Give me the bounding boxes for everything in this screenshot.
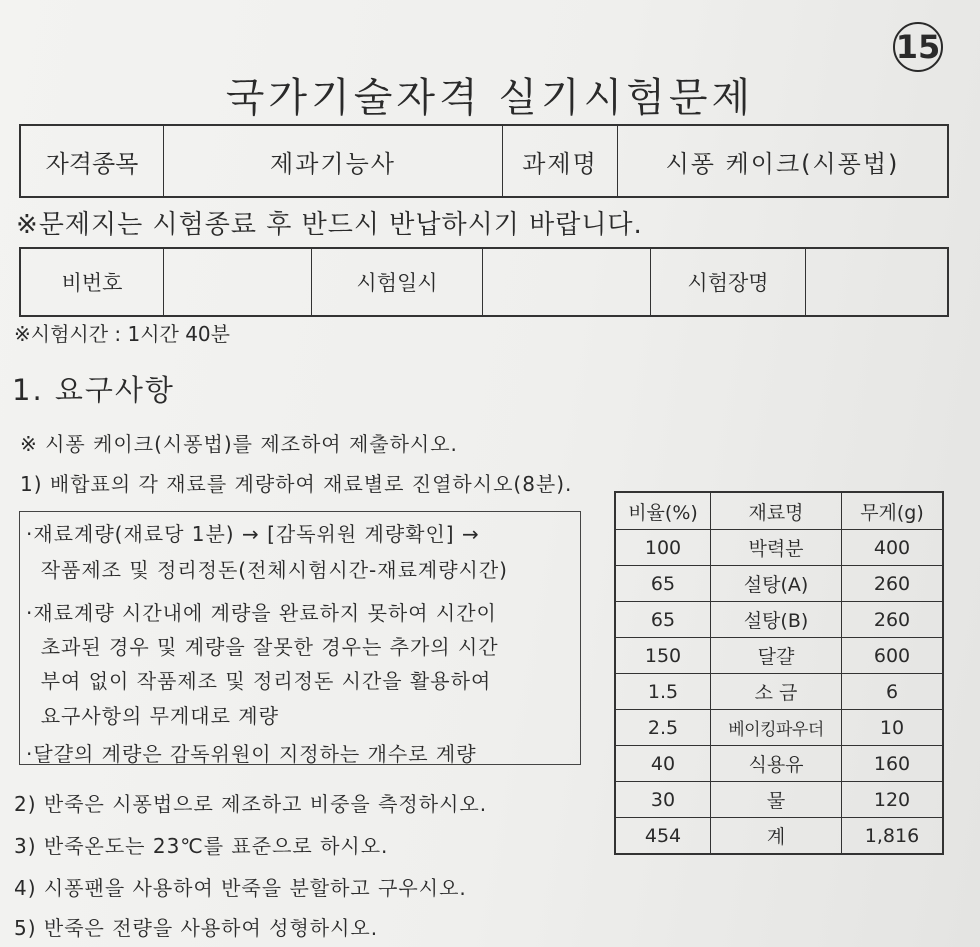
ratio-cell: 150	[615, 638, 711, 674]
recipe-row	[615, 674, 943, 710]
exam-info-table	[19, 247, 949, 317]
ingredient-cell: 박력분	[711, 530, 842, 566]
header-weight: 무게(g)	[842, 492, 944, 530]
ingredient-cell: 물	[711, 782, 842, 818]
recipe-row	[615, 782, 943, 818]
ratio-total-cell: 454	[615, 818, 711, 855]
document-title: 국가기술자격 실기시험문제	[225, 75, 755, 121]
ratio-cell: 65	[615, 566, 711, 602]
header-ratio: 비율(%)	[615, 492, 711, 530]
weight-cell: 600	[842, 638, 944, 674]
requirement-4: 4) 시퐁팬을 사용하여 반죽을 분할하고 구우시오.	[14, 876, 467, 900]
requirement-intro: ※ 시퐁 케이크(시퐁법)를 제조하여 제출하시오.	[20, 432, 458, 456]
box-line: 작품제조 및 정리정돈(전체시험시간-재료계량시간)	[26, 558, 508, 582]
return-notice: ※문제지는 시험종료 후 반드시 반납하시기 바랍니다.	[16, 210, 643, 240]
ingredient-cell: 식용유	[711, 746, 842, 782]
header-ingredient: 재료명	[711, 492, 842, 530]
ratio-cell: 30	[615, 782, 711, 818]
box-line: ·달걀의 계량은 감독위원이 지정하는 개수로 계량	[26, 742, 477, 766]
recipe-row	[615, 638, 943, 674]
exam-time: ※시험시간 : 1시간 40분	[14, 322, 230, 346]
ingredient-cell: 설탕(B)	[711, 602, 842, 638]
recipe-row	[615, 710, 943, 746]
ingredient-cell: 소 금	[711, 674, 842, 710]
qualification-label: 자격종목	[20, 125, 164, 197]
requirement-2: 2) 반죽은 시퐁법으로 제조하고 비중을 측정하시오.	[14, 792, 488, 816]
box-line: ·재료계량(재료당 1분) → [감독위원 계량확인] →	[26, 522, 480, 546]
recipe-row	[615, 746, 943, 782]
ingredient-cell: 베이킹파우더	[711, 710, 842, 746]
task-value: 시퐁 케이크(시퐁법)	[618, 125, 949, 197]
recipe-header-row	[615, 492, 943, 530]
exam-date-label: 시험일시	[312, 248, 483, 316]
exam-place-value	[806, 248, 949, 316]
weight-cell: 400	[842, 530, 944, 566]
box-line: 부여 없이 작품제조 및 정리정돈 시간을 활용하여	[26, 669, 492, 693]
exam-info-row	[20, 248, 948, 316]
recipe-total-row	[615, 818, 943, 855]
recipe-row	[615, 602, 943, 638]
weight-cell: 6	[842, 674, 944, 710]
qualification-row	[20, 125, 948, 197]
ratio-cell: 1.5	[615, 674, 711, 710]
recipe-table	[614, 491, 944, 855]
requirement-3: 3) 반죽온도는 23℃를 표준으로 하시오.	[14, 834, 389, 858]
ratio-cell: 100	[615, 530, 711, 566]
ingredient-cell: 설탕(A)	[711, 566, 842, 602]
ratio-cell: 65	[615, 602, 711, 638]
requirement-1: 1) 배합표의 각 재료를 계량하여 재료별로 진열하시오(8분).	[20, 472, 573, 496]
task-label: 과제명	[503, 125, 618, 197]
qualification-table	[19, 124, 949, 198]
weight-total-cell: 1,816	[842, 818, 944, 855]
secret-number-value	[164, 248, 312, 316]
ingredient-cell: 달걀	[711, 638, 842, 674]
section-heading: 1. 요구사항	[12, 373, 175, 407]
weight-cell: 260	[842, 566, 944, 602]
requirement-5: 5) 반죽은 전량을 사용하여 성형하시오.	[14, 916, 379, 940]
page-number-badge: 15	[893, 22, 943, 72]
secret-number-label: 비번호	[20, 248, 164, 316]
box-line: 요구사항의 무게대로 계량	[26, 704, 279, 728]
exam-place-label: 시험장명	[651, 248, 806, 316]
recipe-row	[615, 566, 943, 602]
recipe-row	[615, 530, 943, 566]
qualification-value: 제과기능사	[164, 125, 503, 197]
box-line: ·재료계량 시간내에 계량을 완료하지 못하여 시간이	[26, 601, 497, 625]
weight-cell: 260	[842, 602, 944, 638]
weight-cell: 160	[842, 746, 944, 782]
weight-cell: 10	[842, 710, 944, 746]
ratio-cell: 2.5	[615, 710, 711, 746]
ratio-cell: 40	[615, 746, 711, 782]
box-line: 초과된 경우 및 계량을 잘못한 경우는 추가의 시간	[26, 635, 499, 659]
total-label-cell: 계	[711, 818, 842, 855]
exam-date-value	[483, 248, 651, 316]
weight-cell: 120	[842, 782, 944, 818]
